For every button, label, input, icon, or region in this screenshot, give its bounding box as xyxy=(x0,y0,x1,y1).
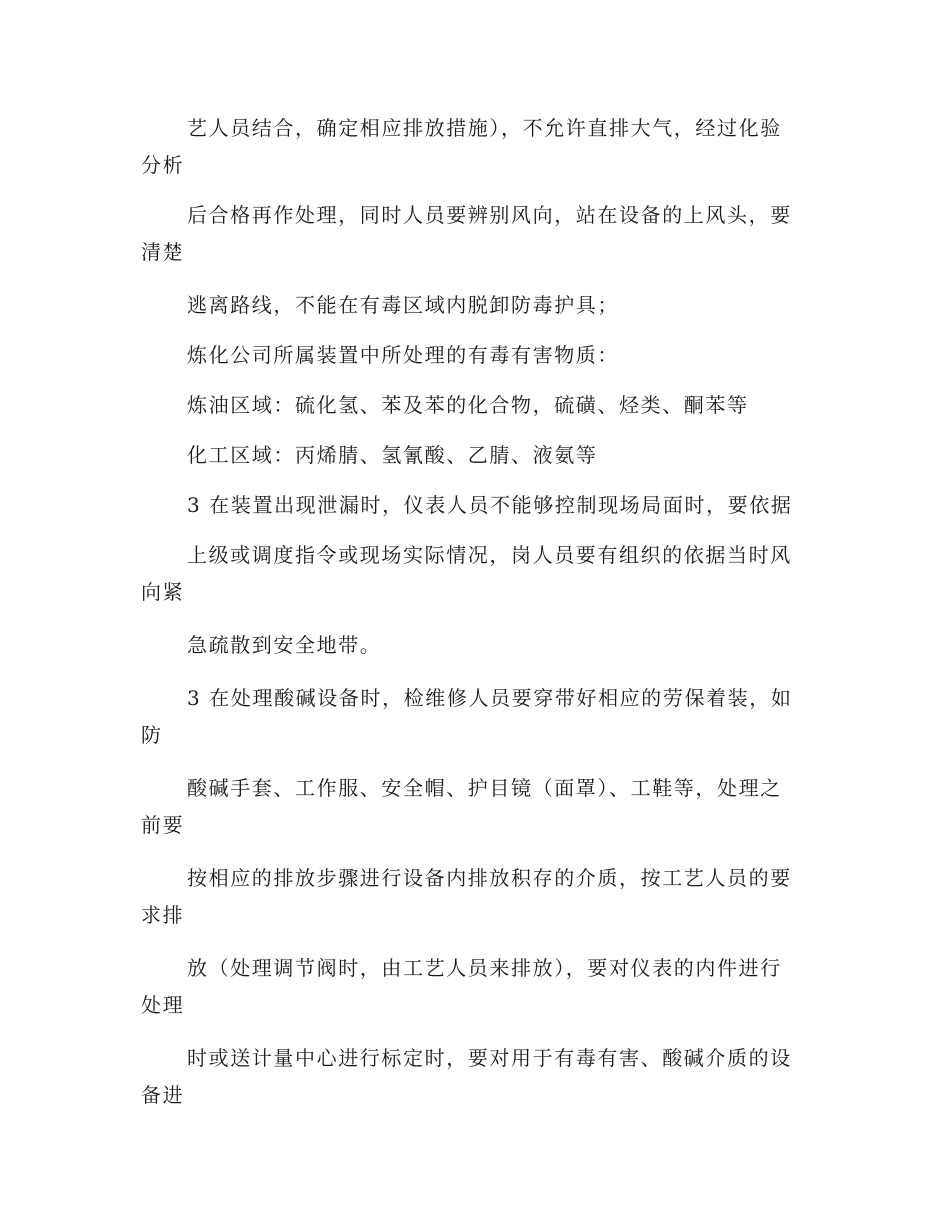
paragraph-line: 防 xyxy=(141,723,163,747)
paragraph xyxy=(141,627,801,664)
paragraph xyxy=(141,437,801,474)
paragraph-line: 前要 xyxy=(141,813,185,837)
paragraph-line: 化工区域：丙烯腈、氢氰酸、乙腈、液氨等 xyxy=(187,443,598,467)
paragraph-line: 向紧 xyxy=(141,580,185,604)
paragraph xyxy=(141,387,801,424)
paragraph xyxy=(141,487,801,524)
paragraph xyxy=(141,197,801,271)
paragraph-line: 上级或调度指令或现场实际情况，岗人员要有组织的依据当时风 xyxy=(187,543,792,567)
paragraph-line: 后合格再作处理，同时人员要辨别风向，站在设备的上风头，要 xyxy=(187,203,792,227)
paragraph-line: 急疏散到安全地带。 xyxy=(187,633,382,657)
paragraph-line: 酸碱手套、工作服、安全帽、护目镜（面罩）、工鞋等，处理之 xyxy=(187,776,782,800)
paragraph xyxy=(141,1040,801,1114)
paragraph-line: 艺人员结合，确定相应排放措施），不允许直排大气，经过化验 xyxy=(187,116,782,140)
paragraph-line: 处理 xyxy=(141,993,185,1017)
paragraph xyxy=(141,337,801,374)
paragraph-line: 炼油区域：硫化氢、苯及苯的化合物，硫磺、烃类、酮苯等 xyxy=(187,393,749,417)
paragraph xyxy=(141,950,801,1024)
paragraph xyxy=(141,537,801,611)
paragraph-line: 时或送计量中心进行标定时，要对用于有毒有害、酸碱介质的设 xyxy=(187,1046,792,1070)
paragraph xyxy=(141,110,801,184)
paragraph-line: 清楚 xyxy=(141,240,185,264)
paragraph xyxy=(141,770,801,844)
paragraph-line: 炼化公司所属装置中所处理的有毒有害物质： xyxy=(187,343,619,367)
paragraph-line: 求排 xyxy=(141,903,185,927)
paragraph xyxy=(141,287,801,324)
paragraph-line: 备进 xyxy=(141,1083,185,1107)
paragraph-line: 3 在处理酸碱设备时，检维修人员要穿带好相应的劳保着装，如 xyxy=(187,686,793,710)
paragraph-line: 分析 xyxy=(141,153,185,177)
paragraph-line: 逃离路线，不能在有毒区域内脱卸防毒护具； xyxy=(187,293,619,317)
paragraph xyxy=(141,860,801,934)
paragraph-line: 按相应的排放步骤进行设备内排放积存的介质，按工艺人员的要 xyxy=(187,866,792,890)
paragraph-line: 3 在装置出现泄漏时，仪表人员不能够控制现场局面时，要依据 xyxy=(187,493,793,517)
paragraph-line: 放（处理调节阀时，由工艺人员来排放），要对仪表的内件进行 xyxy=(187,956,782,980)
paragraph xyxy=(141,680,801,754)
